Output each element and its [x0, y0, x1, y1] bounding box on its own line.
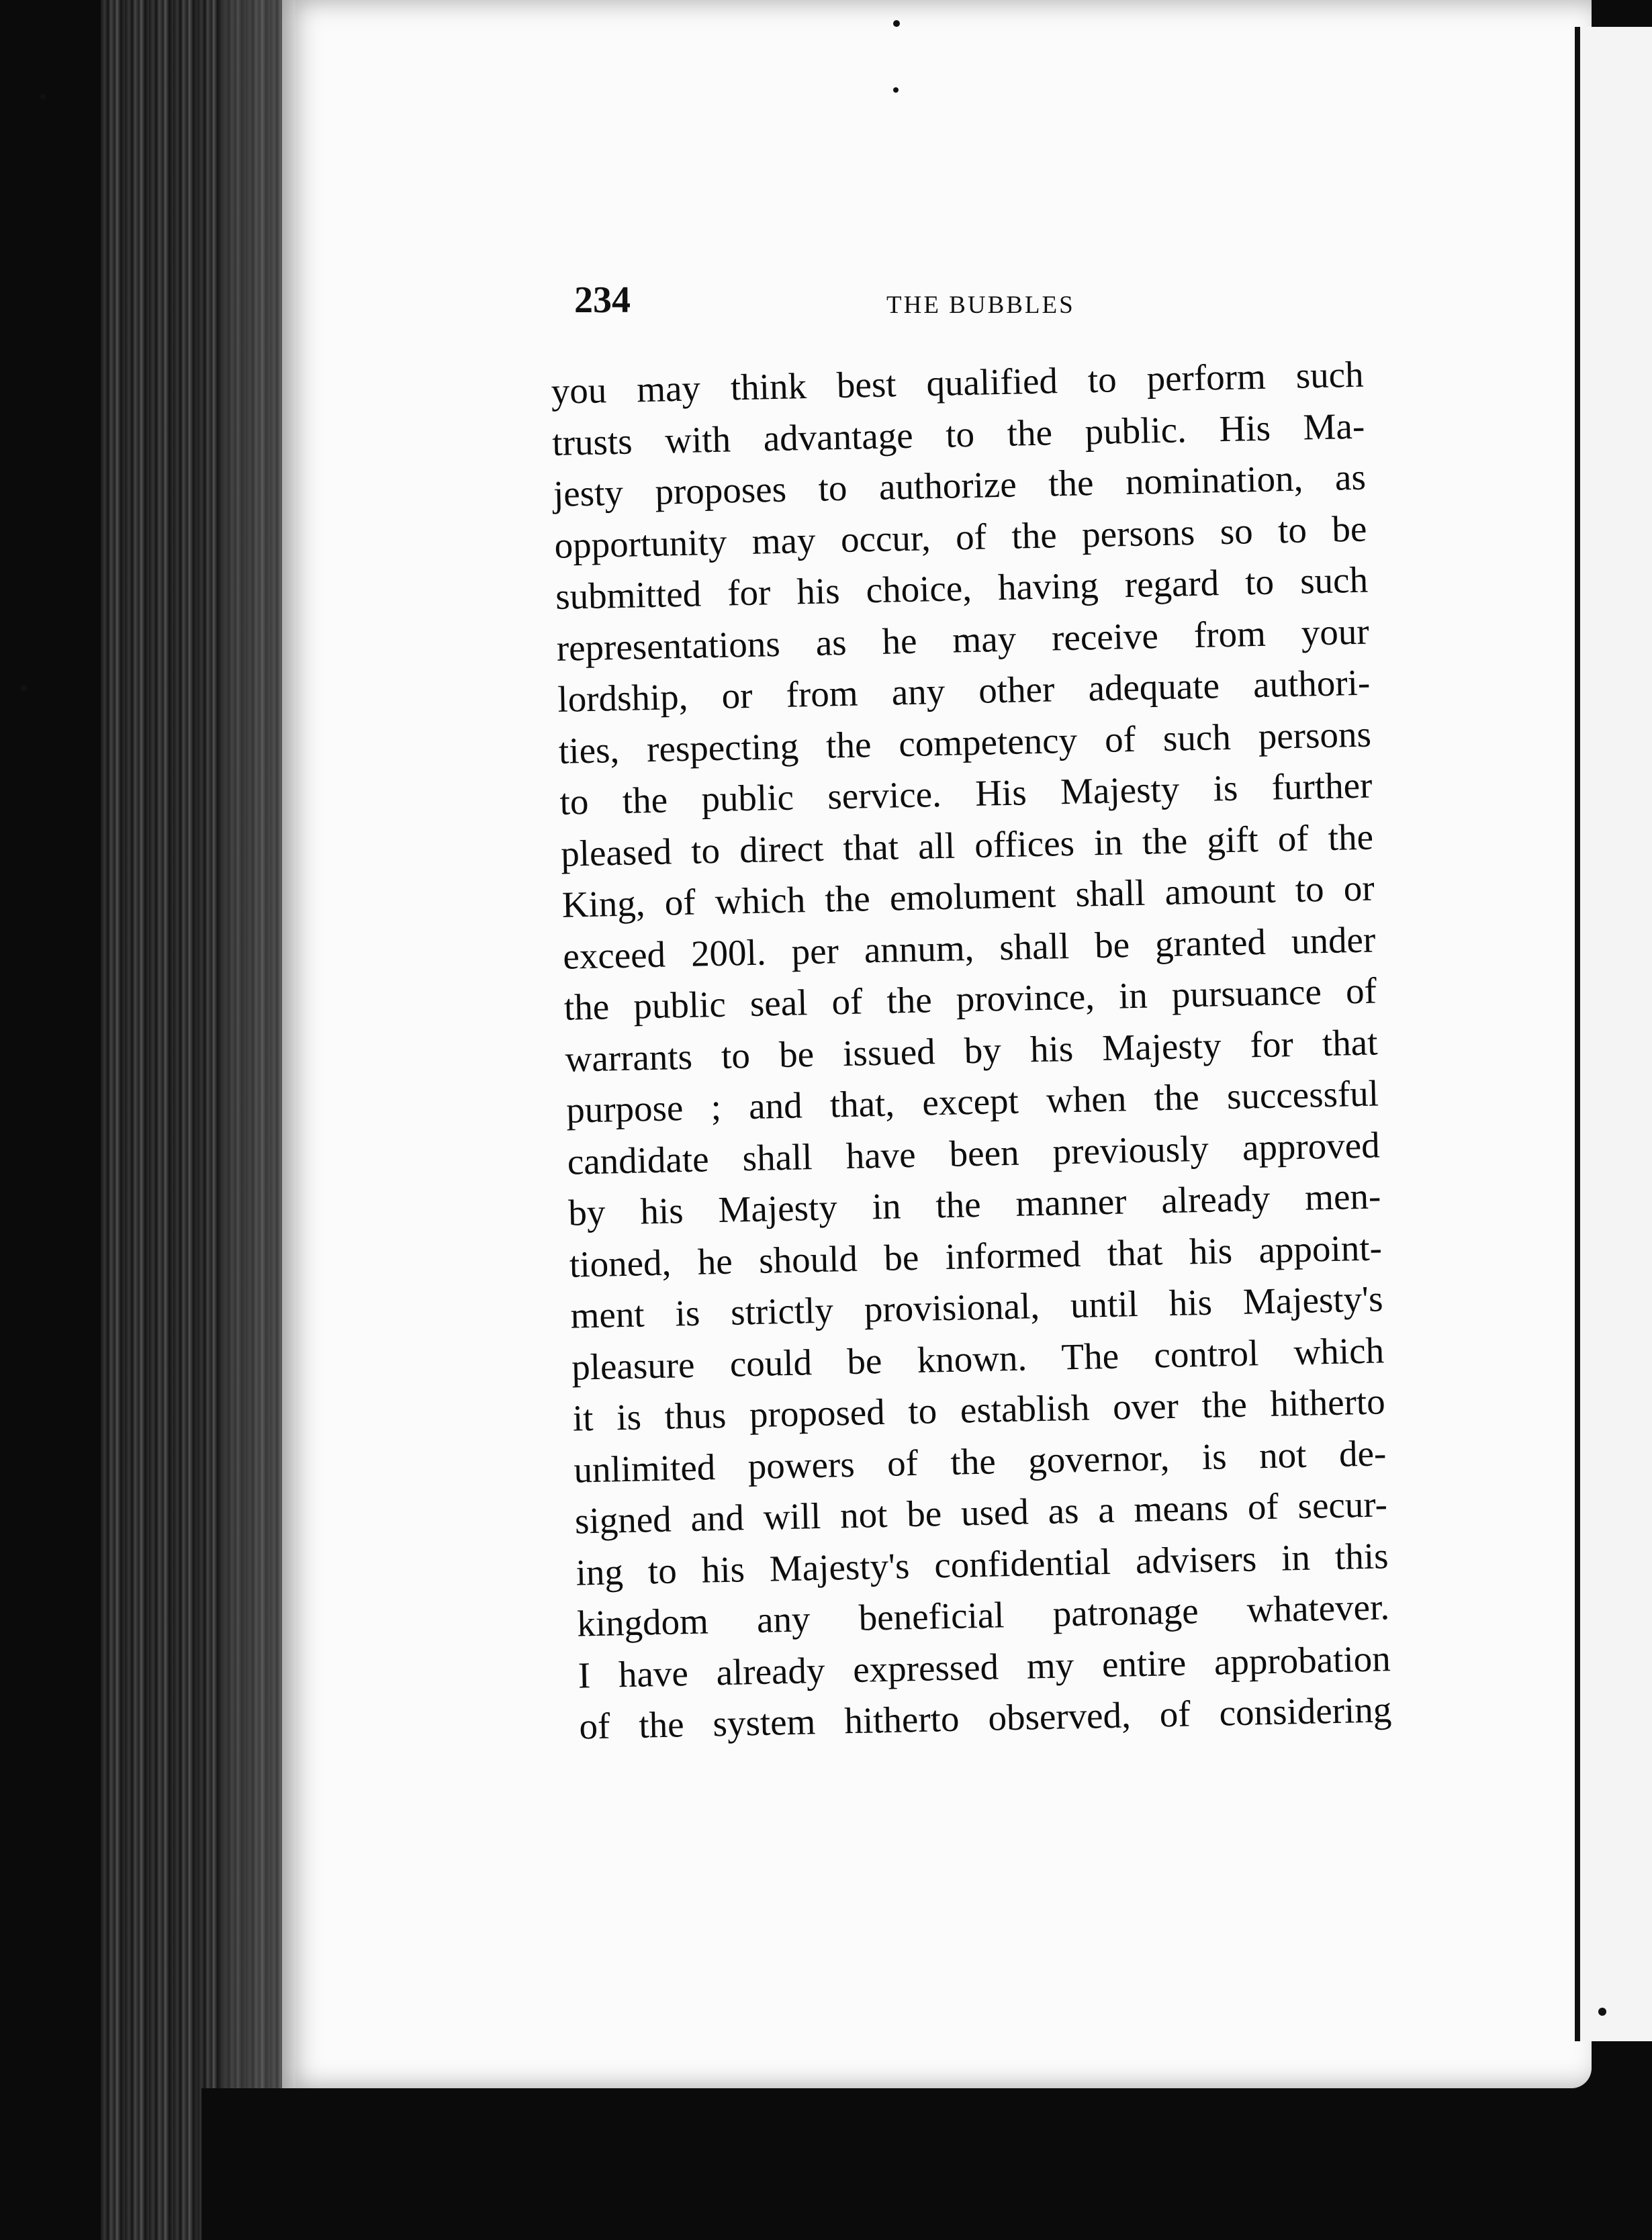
text-line: submitted for his choice, having regard to such [555, 559, 1369, 617]
text-line: trusts with advantage to the public. His Ma- [551, 405, 1365, 463]
text-line: it is thus proposed to establish over the hitherto [572, 1381, 1386, 1439]
text-line: to the public service. His Majesty is further [559, 764, 1373, 823]
text-line: pleasure could be known. The control which [571, 1329, 1385, 1388]
page-header [574, 279, 1380, 332]
text-line: by his Majesty in the manner already men- [567, 1175, 1381, 1233]
scanner-background [201, 2088, 1652, 2240]
text-line: you may think best qualified to perform such [551, 353, 1365, 412]
text-line: exceed 200l. per annum, shall be granted under [562, 918, 1376, 977]
text-line: the public seal of the province, in pursuance of [563, 970, 1377, 1028]
running-head: THE BUBBLES [886, 291, 1075, 319]
text-line: signed and will not be used as a means of secur- [574, 1483, 1388, 1542]
text-line: candidate shall have been previously approved [567, 1123, 1381, 1182]
text-line: tioned, he should be informed that his appoint- [569, 1226, 1383, 1285]
body-text [551, 349, 1392, 1753]
text-line: King, of which the emolument shall amount to or [561, 867, 1375, 925]
text-line: unlimited powers of the governor, is not de- [573, 1432, 1387, 1491]
facing-page-edge [1575, 27, 1652, 2041]
text-line: ties, respecting the competency of such persons [558, 713, 1372, 772]
text-line: purpose ; and that, except when the successful [565, 1072, 1379, 1131]
text-line: ing to his Majesty's confidential advisers in this [575, 1534, 1389, 1593]
text-line: ment is strictly provisional, until his Majesty's [569, 1278, 1383, 1336]
text-line: opportunity may occur, of the persons so to be [553, 508, 1367, 566]
text-line: warrants to be issued by his Majesty for that [564, 1021, 1378, 1080]
text-line: pleased to direct that all offices in the gift of the [560, 816, 1374, 874]
text-line: lordship, or from any other adequate authori- [557, 661, 1371, 720]
page-number: 234 [574, 279, 631, 321]
text-line: representations as he may receive from your [556, 610, 1370, 669]
text-line: I have already expressed my entire approbation [578, 1637, 1391, 1696]
text-line: of the system hitherto observed, of considering [578, 1689, 1392, 1747]
text-line: kingdom any beneficial patronage whatever. [576, 1586, 1390, 1644]
text-line: jesty proposes to authorize the nomination, as [553, 456, 1367, 514]
page-gutter-shadow [222, 0, 295, 2240]
